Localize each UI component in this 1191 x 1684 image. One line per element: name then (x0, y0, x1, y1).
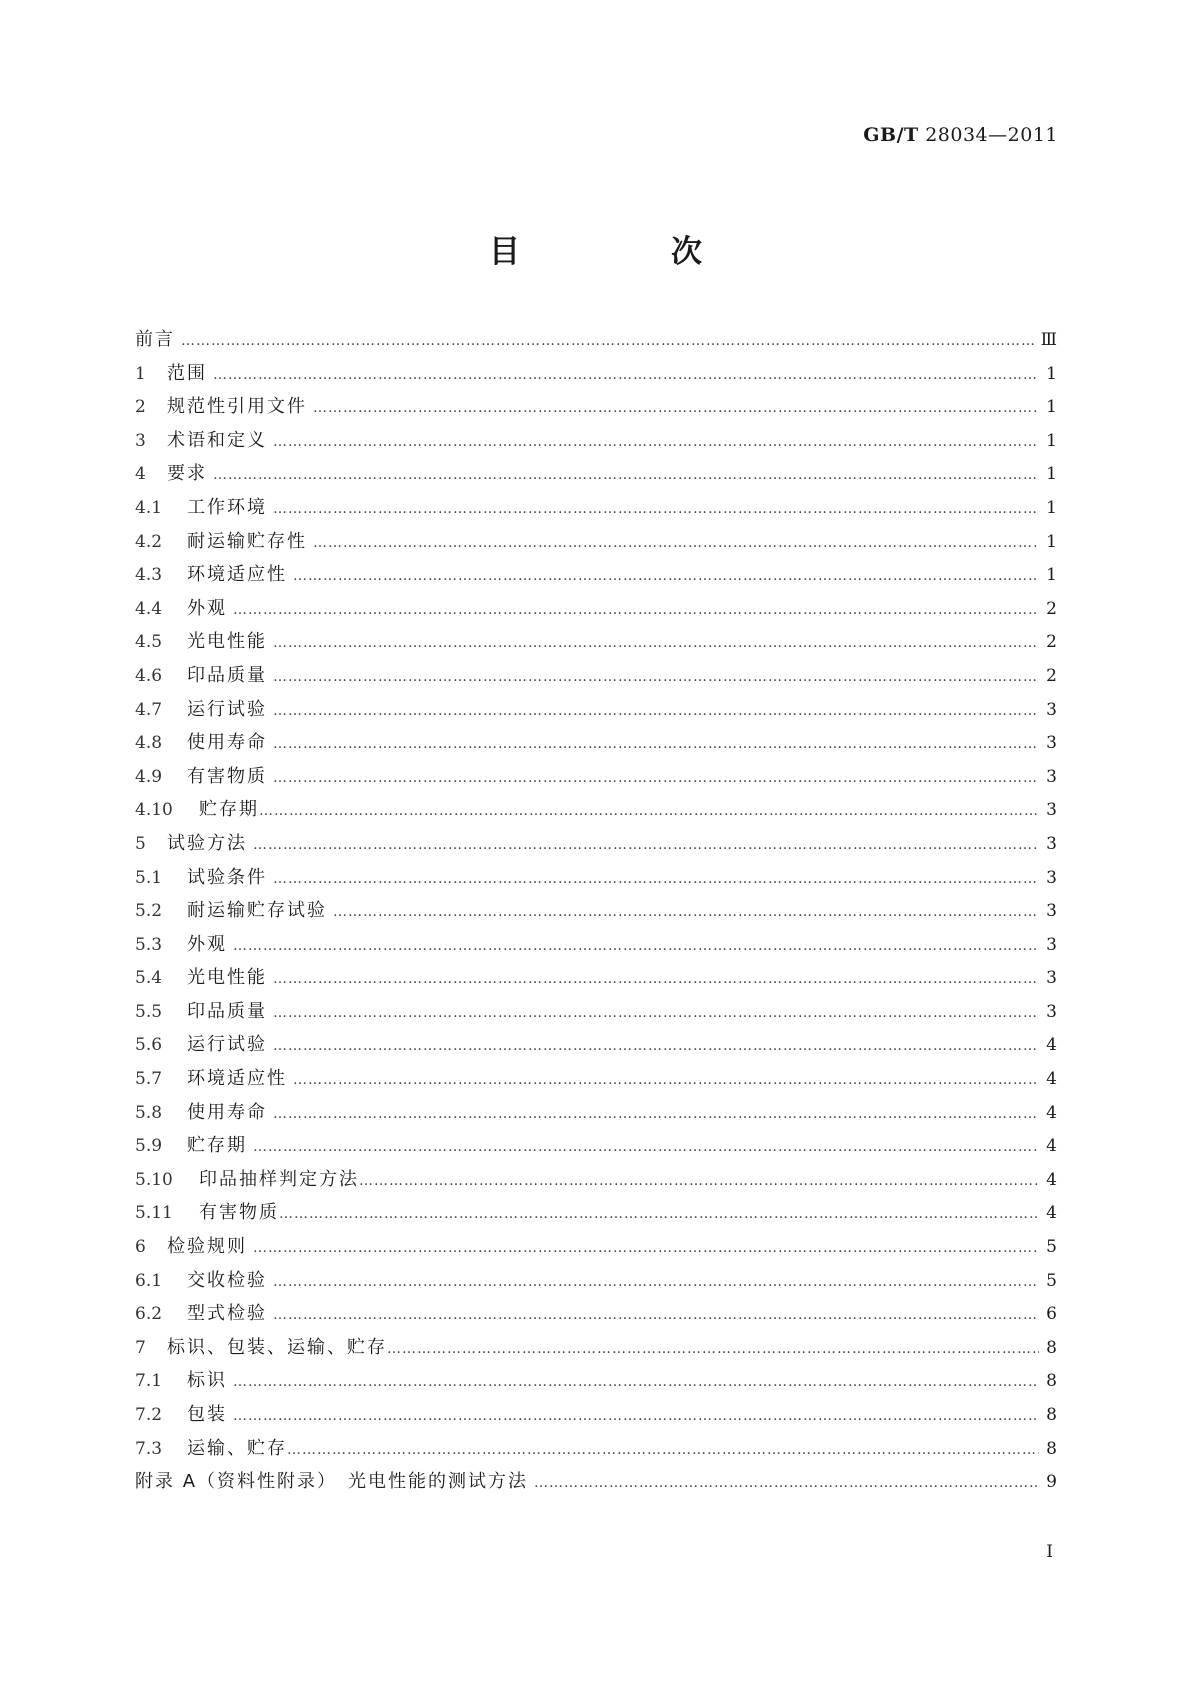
toc-entry-label: 外观 (187, 933, 227, 955)
toc-entry-4-6[interactable] (135, 661, 1057, 695)
toc-entry-4-5[interactable] (135, 627, 1057, 661)
toc-leader-dots (273, 703, 1039, 719)
toc-leader-dots (534, 1475, 1039, 1491)
toc-entry-3[interactable] (135, 426, 1057, 460)
toc-entry-page: 1 (1046, 363, 1057, 384)
toc-entry-label: 光电性能 (187, 967, 267, 989)
toc-entry-page: 5 (1046, 1270, 1057, 1291)
toc-entry-7-1[interactable] (135, 1366, 1057, 1400)
toc-leader-dots (273, 669, 1039, 685)
toc-entry-page: 3 (1046, 968, 1057, 989)
toc-entry-label: 包装 (187, 1404, 227, 1425)
toc-entry-label: 试验条件 (187, 866, 267, 888)
toc-entry-5-6[interactable] (135, 1030, 1057, 1064)
toc-entry-label: 印品质量 (187, 664, 267, 686)
toc-entry-5-2[interactable] (135, 896, 1057, 930)
toc-entry-4-3[interactable] (135, 560, 1057, 594)
toc-entry-number: 7.3 (135, 1438, 163, 1459)
toc-leader-dots (387, 1341, 1039, 1357)
toc-entry-number: 4.1 (135, 497, 163, 518)
toc-leader-dots (359, 1173, 1039, 1189)
toc-entry-page: 3 (1046, 867, 1057, 888)
toc-entry-page: 2 (1046, 665, 1057, 686)
toc-leader-dots (273, 770, 1039, 786)
toc-entry-number: 5.1 (135, 867, 163, 888)
toc-entry-number: 4.5 (135, 632, 163, 653)
toc-entry-number: 5.10 (135, 1169, 173, 1190)
toc-entry-7-2[interactable] (135, 1400, 1057, 1434)
toc-entry-page: 8 (1046, 1337, 1057, 1358)
toc-entry-5-7[interactable] (135, 1064, 1057, 1098)
toc-entry-label: 前言 (135, 329, 175, 350)
toc-leader-dots (213, 467, 1039, 483)
toc-entry-page: 3 (1046, 833, 1057, 854)
toc-entry-label: 术语和定义 (167, 429, 267, 451)
standard-prefix: GB/T (863, 124, 919, 146)
toc-entry-6-2[interactable] (135, 1299, 1057, 1333)
toc-entry-label: 耐运输贮存试验 (187, 900, 327, 922)
toc-entry-label: 印品抽样判定方法 (199, 1168, 359, 1190)
toc-entry-page: 3 (1046, 1001, 1057, 1022)
toc-entry-page: 4 (1046, 1035, 1057, 1056)
toc-entry-foreword[interactable] (135, 325, 1057, 359)
toc-entry-page: 4 (1046, 1169, 1057, 1190)
toc-entry-label: 要求 (167, 463, 207, 485)
toc-entry-5-3[interactable] (135, 930, 1057, 964)
standard-number (863, 124, 1058, 146)
toc-entry-page: 9 (1046, 1472, 1057, 1493)
toc-leader-dots (333, 904, 1039, 920)
toc-entry-page: 1 (1046, 565, 1057, 586)
toc-title: 目 次 (489, 234, 762, 270)
toc-entry-4-4[interactable] (135, 594, 1057, 628)
toc-entry-page: 3 (1046, 699, 1057, 720)
standard-code: 28034—2011 (925, 124, 1058, 146)
toc-entry-4-7[interactable] (135, 695, 1057, 729)
toc-entry-label: 贮存期 (187, 1135, 247, 1157)
toc-leader-dots (313, 535, 1039, 551)
toc-leader-dots (273, 736, 1039, 752)
toc-entry-1[interactable] (135, 359, 1057, 393)
toc-entry-number: 7.1 (135, 1371, 163, 1392)
toc-entry-number: 4.7 (135, 699, 163, 720)
toc-leader-dots (253, 837, 1039, 853)
toc-leader-dots (233, 938, 1039, 954)
toc-entry-number: 5.7 (135, 1069, 163, 1090)
toc-entry-page: 2 (1046, 598, 1057, 619)
toc-entry-label: 运行试验 (187, 1034, 267, 1056)
toc-entry-page: 1 (1046, 397, 1057, 418)
toc-entry-5-1[interactable] (135, 863, 1057, 897)
toc-entry-label: 规范性引用文件 (167, 396, 307, 418)
toc-entry-number: 4.6 (135, 665, 163, 686)
toc-entry-number: 5 (135, 833, 146, 854)
page-number: I (1046, 1542, 1053, 1562)
toc-entry-number: 4.2 (135, 531, 163, 552)
toc-leader-dots (233, 1374, 1039, 1390)
toc-entry-page: 1 (1046, 497, 1057, 518)
toc-entry-label: 标识 (187, 1370, 227, 1392)
toc-entry-5-9[interactable] (135, 1131, 1057, 1165)
toc-entry-page: 4 (1046, 1102, 1057, 1123)
toc-entry-label: 环境适应性 (187, 1068, 287, 1090)
toc-entry-label: 运行试验 (187, 698, 267, 720)
toc-leader-dots (253, 1240, 1039, 1256)
toc-leader-dots (253, 1139, 1039, 1155)
toc-leader-dots (273, 1106, 1039, 1122)
toc-entry-page: 3 (1046, 766, 1057, 787)
toc-entry-label: 印品质量 (187, 1000, 267, 1022)
toc-leader-dots (287, 1442, 1039, 1458)
toc-entry-4-1[interactable] (135, 493, 1057, 527)
toc-entry-label: 范围 (167, 362, 207, 384)
toc-entry-label: 交收检验 (187, 1269, 267, 1291)
toc-leader-dots (233, 1408, 1039, 1424)
toc-entry-label: 有害物质 (187, 765, 267, 787)
toc-entry-label: 检验规则 (167, 1236, 247, 1258)
toc-entry-number: 1 (135, 363, 146, 384)
toc-entry-label: 使用寿命 (187, 732, 267, 754)
toc-entry-number: 2 (135, 397, 146, 418)
toc-entry-page: 8 (1046, 1405, 1057, 1425)
toc-entry-7[interactable] (135, 1333, 1057, 1367)
toc-entry-page: 3 (1046, 901, 1057, 922)
toc-leader-dots (233, 602, 1039, 618)
toc-entry-number: 6.1 (135, 1270, 163, 1291)
toc-entry-page: Ⅲ (1040, 330, 1057, 350)
toc-leader-dots (273, 635, 1039, 651)
toc-entry-page: 5 (1046, 1237, 1057, 1258)
toc-entry-page: 3 (1046, 934, 1057, 955)
toc-entry-label: 附录 A（资料性附录） 光电性能的测试方法 (135, 1471, 529, 1493)
toc-entry-page: 4 (1046, 1203, 1057, 1224)
toc-leader-dots (293, 568, 1039, 584)
toc-entry-7-3[interactable] (135, 1434, 1057, 1468)
toc-entry-page: 4 (1046, 1069, 1057, 1090)
toc-leader-dots (273, 1307, 1039, 1323)
toc-entry-page: 6 (1046, 1304, 1057, 1325)
toc-entry-label: 使用寿命 (187, 1101, 267, 1123)
toc-leader-dots (279, 1206, 1039, 1222)
toc-entry-number: 7 (135, 1337, 146, 1358)
toc-leader-dots (273, 1005, 1039, 1021)
toc-entry-label: 有害物质 (199, 1202, 279, 1224)
toc-entry-number: 5.8 (135, 1102, 163, 1123)
toc-entry-5-11[interactable] (135, 1198, 1057, 1232)
toc-entry-page: 1 (1046, 531, 1057, 552)
toc-entry-page: 4 (1046, 1136, 1057, 1157)
toc-leader-dots (273, 1274, 1039, 1290)
toc-entry-label: 工作环境 (187, 496, 267, 518)
toc-entry-label: 型式检验 (187, 1303, 267, 1325)
toc-entry-label: 光电性能 (187, 631, 267, 653)
toc-entry-5-10[interactable] (135, 1165, 1057, 1199)
toc-leader-dots (213, 367, 1039, 383)
toc-leader-dots (181, 333, 1035, 349)
toc-entry-4-10[interactable] (135, 795, 1057, 829)
toc-entry-page: 8 (1046, 1438, 1057, 1459)
toc-entry-4-8[interactable] (135, 728, 1057, 762)
toc-entry-5-8[interactable] (135, 1098, 1057, 1132)
toc-entry-4-2[interactable] (135, 527, 1057, 561)
toc-entry-label: 环境适应性 (187, 564, 287, 586)
toc-entry-number: 5.9 (135, 1136, 163, 1157)
toc-entry-number: 5.4 (135, 968, 163, 989)
toc-entry-number: 5.5 (135, 1001, 163, 1022)
toc-entry-number: 6 (135, 1237, 146, 1258)
toc-entry-page: 2 (1046, 632, 1057, 653)
toc-entry-number: 5.11 (135, 1203, 173, 1224)
toc-leader-dots (313, 400, 1039, 416)
toc-entry-number: 4.3 (135, 565, 163, 586)
toc-entry-5-4[interactable] (135, 963, 1057, 997)
toc-entry-number: 5.3 (135, 934, 163, 955)
toc-entry-page: 3 (1046, 733, 1057, 754)
toc-entry-number: 4 (135, 464, 146, 485)
toc-entry-label: 试验方法 (167, 832, 247, 854)
toc-entry-page: 8 (1046, 1371, 1057, 1392)
toc-entry-6[interactable] (135, 1232, 1057, 1266)
table-of-contents (135, 325, 1057, 1501)
toc-leader-dots (273, 501, 1039, 517)
toc-entry-4-9[interactable] (135, 762, 1057, 796)
toc-entry-number: 4.8 (135, 733, 163, 754)
toc-entry-label: 贮存期 (199, 799, 259, 821)
toc-entry-label: 耐运输贮存性 (187, 530, 307, 552)
toc-leader-dots (273, 1038, 1039, 1054)
toc-entry-number: 4.4 (135, 598, 163, 619)
toc-entry-number: 5.6 (135, 1035, 163, 1056)
toc-entry-number: 3 (135, 430, 146, 451)
toc-entry-page: 1 (1046, 430, 1057, 451)
toc-entry-2[interactable] (135, 392, 1057, 426)
toc-leader-dots (293, 1072, 1039, 1088)
toc-entry-number: 7.2 (135, 1405, 163, 1425)
toc-entry-6-1[interactable] (135, 1266, 1057, 1300)
toc-leader-dots (259, 803, 1039, 819)
toc-entry-5-5[interactable] (135, 997, 1057, 1031)
toc-entry-label: 标识、包装、运输、贮存 (167, 1336, 387, 1358)
toc-entry-number: 5.2 (135, 901, 163, 922)
toc-entry-label: 运输、贮存 (187, 1437, 287, 1459)
toc-leader-dots (273, 971, 1039, 987)
toc-entry-number: 4.10 (135, 800, 173, 821)
toc-entry-4[interactable] (135, 459, 1057, 493)
toc-entry-5[interactable] (135, 829, 1057, 863)
toc-leader-dots (273, 434, 1039, 450)
toc-entry-number: 4.9 (135, 766, 163, 787)
toc-entry-page: 1 (1046, 464, 1057, 485)
toc-entry-annex-a[interactable] (135, 1467, 1057, 1501)
toc-entry-label: 外观 (187, 597, 227, 619)
toc-entry-number: 6.2 (135, 1304, 163, 1325)
toc-leader-dots (273, 871, 1039, 887)
toc-entry-page: 3 (1046, 800, 1057, 821)
